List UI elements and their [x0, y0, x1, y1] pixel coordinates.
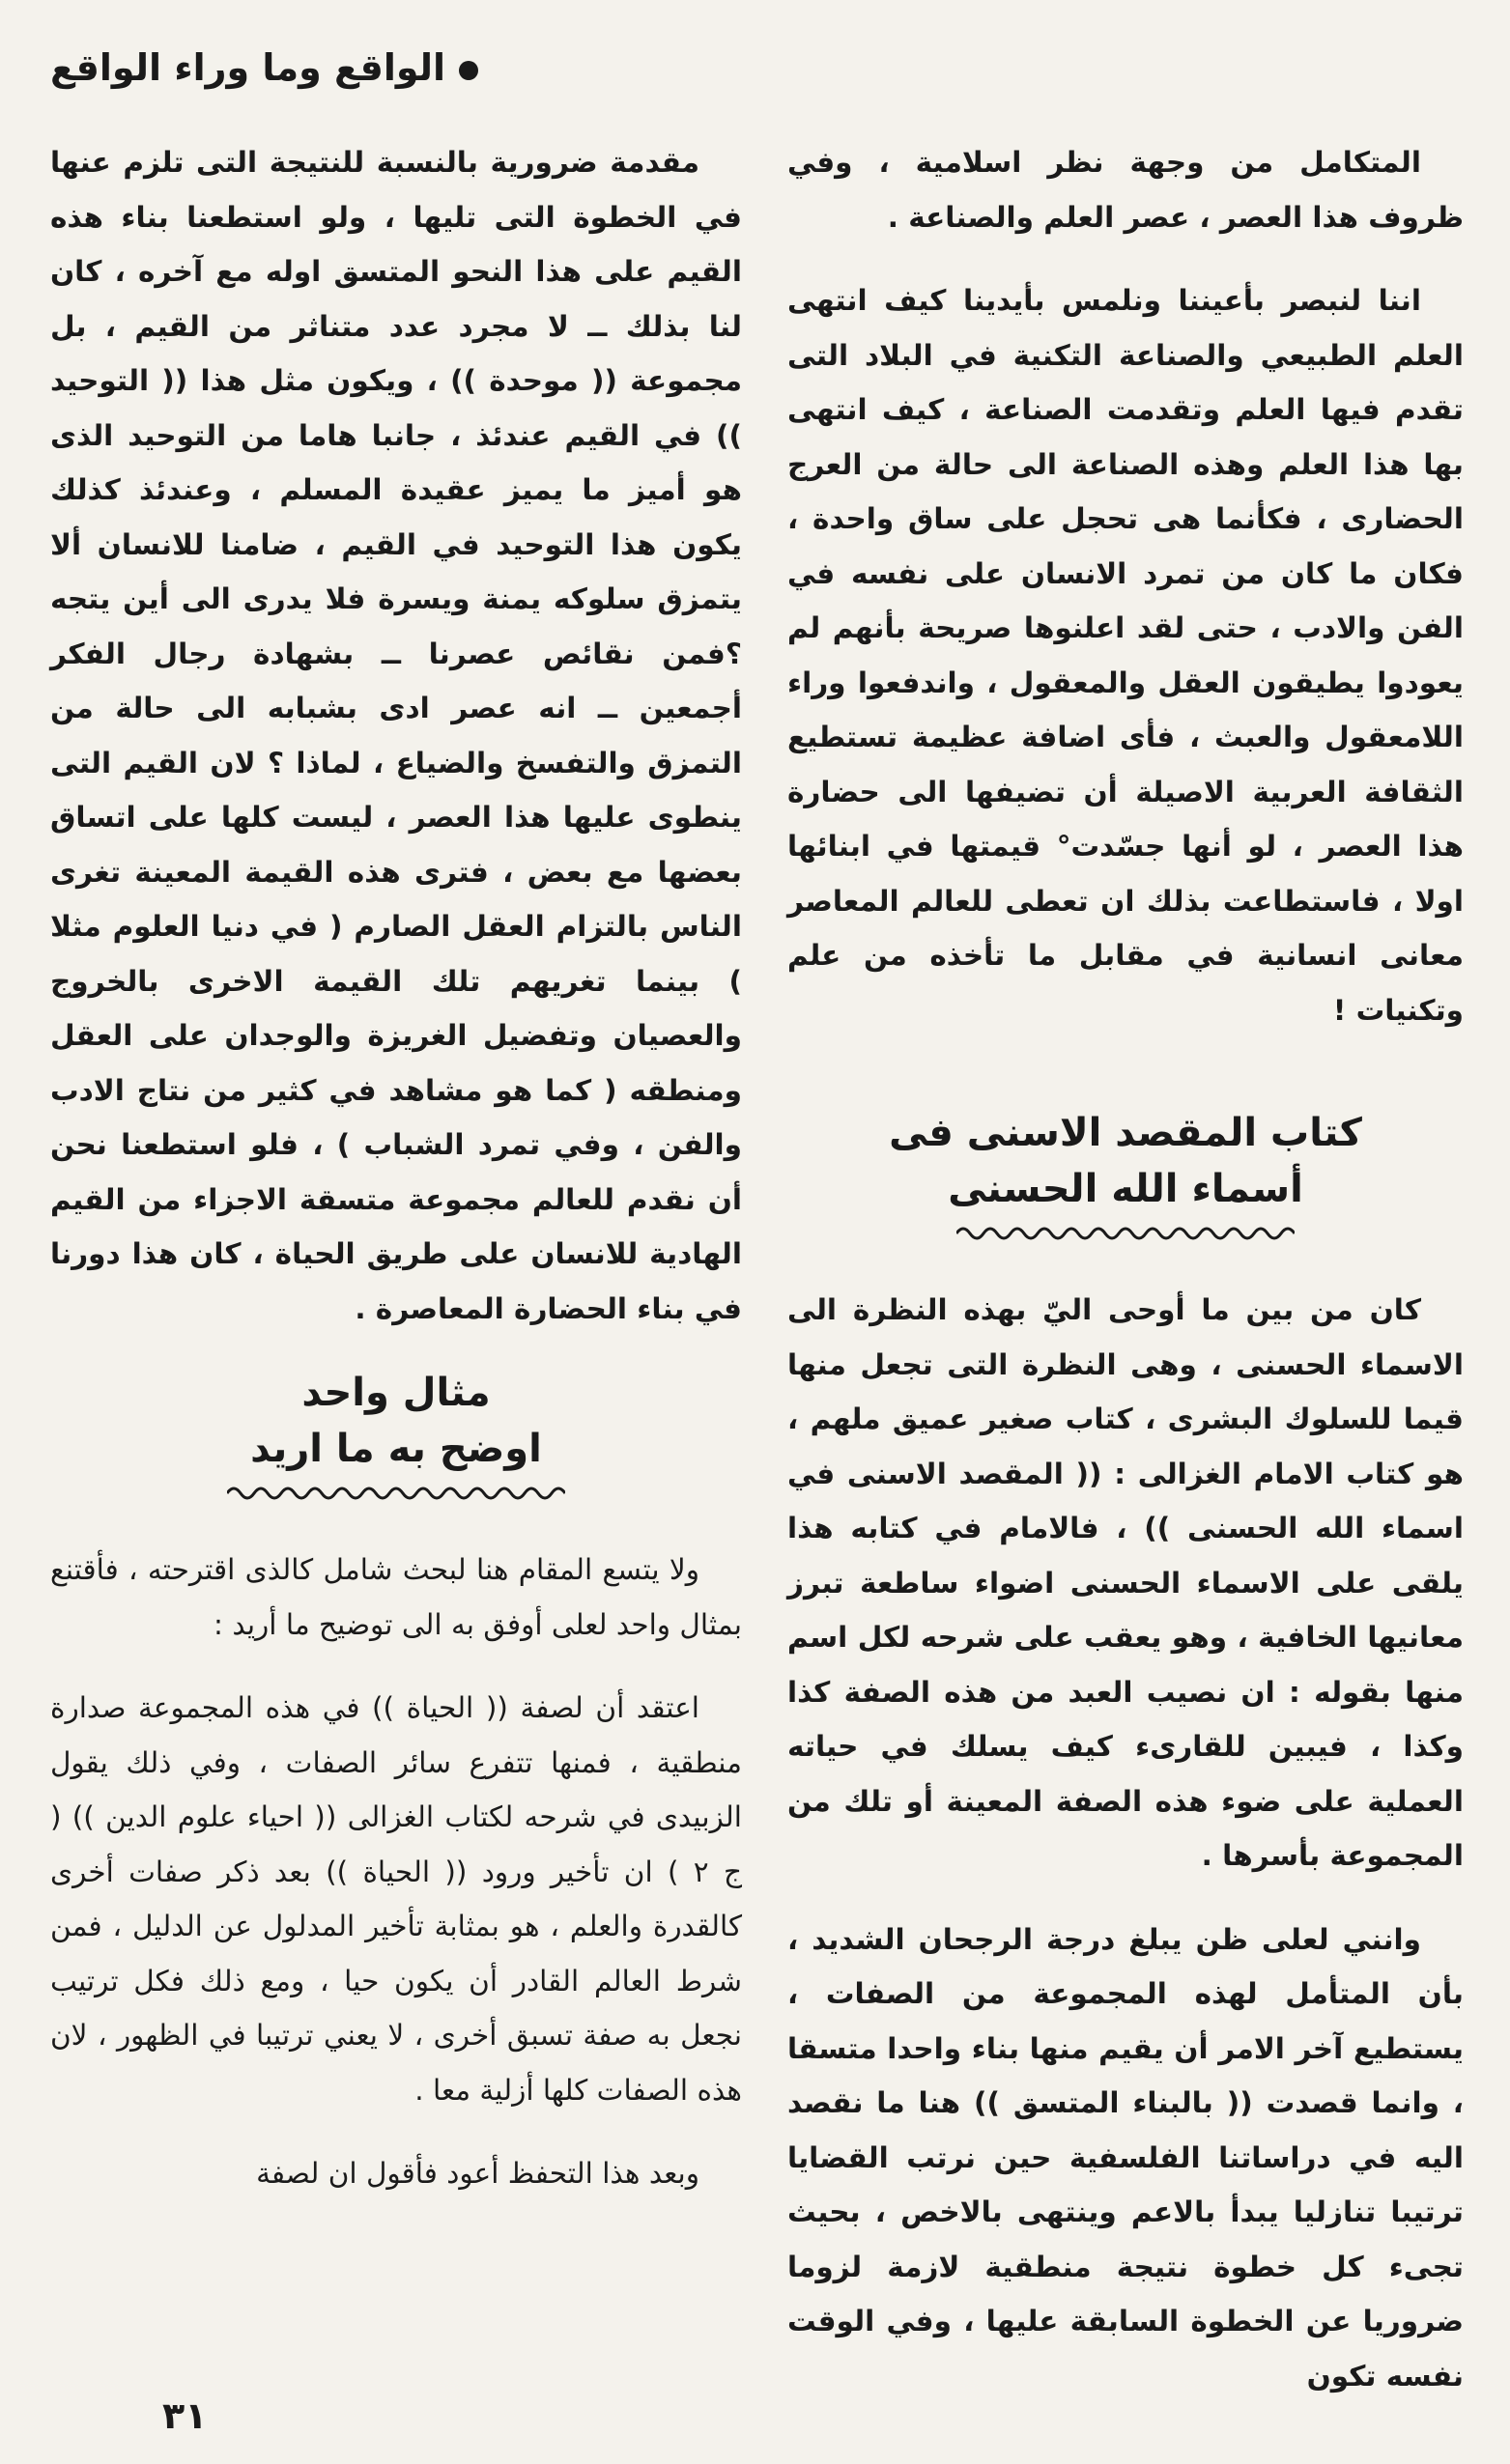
section-heading-line: اوضح به ما اريد [250, 1427, 542, 1471]
page-number: ٣١ [162, 2394, 208, 2437]
paragraph: مقدمة ضرورية بالنسبة للنتيجة التى تلزم عنها في الخطوة التى تليها ، ولو استطعنا بناء هذه القيم على هذا النحو المتسق اوله مع آخره ، كان لنا بذلك ــ لا مجرد عدد متناثر من القيم ، بل مجموعة (( موحدة )) ، ويكون مثل هذا (( التوحيد )) في القيم عندئذ ، جانبا هاما من التوحيد الذى هو أميز ما يميز عقيدة المسلم ، وعندئذ كذلك يكون هذا التوحيد في القيم ، ضامنا للانسان ألا يتمزق سلوكه يمنة ويسرة فلا يدرى الى أين يتجه ؟فمن نقائص عصرنا ــ بشهادة رجال الفكر أجمعين ــ انه عصر ادى بشبابه الى حالة من التمزق والتفسخ والضياع ، لماذا ؟ لان القيم التى ينطوى عليها هذا العصر ، ليست كلها على اتساق بعضها مع بعض ، فترى هذه القيمة المعينة تغرى الناس بالتزام العقل الصارم ( في دنيا العلوم مثلا ) بينما تغريهم تلك القيمة الاخرى بالخروج والعصيان وتفضيل الغريزة والوجدان على العقل ومنطقه ( كما هو مشاهد في كثير من نتاج الادب والفن ، وفي تمرد الشباب ) ، فلو استطعنا نحن أن نقدم للعالم مجموعة متسقة الاجزاء من القيم الهادية للانسان على طريق الحياة ، كان هذا دورنا في بناء الحضارة المعاصرة . [50, 146, 742, 1325]
section-heading-line: مثال واحد [301, 1371, 491, 1415]
left-column [50, 135, 742, 2372]
section-heading-line: أسماء الله الحسنى [948, 1167, 1303, 1211]
paragraph: اننا لنبصر بأعيننا ونلمس بأيدينا كيف انتهى العلم الطبيعي والصناعة التكنية في البلاد التى تقدم فيها العلم وتقدمت الصناعة ، كيف انتهى بها هذا العلم وهذه الصناعة الى حالة من العرج الحضارى ، فكأنما هى تحجل على ساق واحدة ، فكان ما كان من تمرد الانسان على نفسه في الفن والادب ، حتى لقد اعلنوها صريحة بأنهم لم يعودوا يطيقون العقل والمعقول ، واندفعوا وراء اللامعقول والعبث ، فأى اضافة عظيمة تستطيع الثقافة العربية الاصيلة أن تضيفها الى حضارة هذا العصر ، لو أنها جسّدت° قيمتها في ابنائها اولا ، فاستطاعت بذلك ان تعطى للعالم المعاصر معانى انسانية في مقابل ما تأخذه من علم وتكنيات ! [787, 284, 1464, 1027]
section-heading-line: كتاب المقصد الاسنى فى [889, 1111, 1362, 1155]
paragraph: وانني لعلى ظن يبلغ درجة الرجحان الشديد ، بأن المتأمل لهذه المجموعة من الصفات ، يستطيع آخر الامر أن يقيم منها بناء واحدا متسقا ، وانما قصدت (( بالبناء المتسق )) هنا ما نقصد اليه في دراساتنا الفلسفية حين نرتب القضايا ترتيبا تنازليا يبدأ بالاعم وينتهى بالاخص ، بحيث تجىء كل خطوة نتيجة منطقية لازمة لزوما ضروريا عن الخطوة السابقة عليها ، وفي الوقت نفسه تكون [787, 1922, 1464, 2393]
bullet-icon [459, 61, 478, 80]
section-heading [50, 1365, 742, 1477]
paragraph: وبعد هذا التحفظ أعود فأقول ان لصفة [256, 2157, 699, 2190]
running-title: الواقع وما وراء الواقع [50, 46, 446, 89]
paragraph: كان من بين ما أوحى اليّ بهذه النظرة الى الاسماء الحسنى ، وهى النظرة التى تجعل منها قيما للسلوك البشرى ، كتاب صغير عميق ملهم ، هو كتاب الامام الغزالى : (( المقصد الاسنى في اسماء الله الحسنى )) ، فالامام في كتابه هذا يلقى على الاسماء الحسنى اضواء ساطعة تبرز معانيها الخافية ، وهو يعقب على شرحه لكل اسم منها بقوله : ان نصيب العبد من هذه الصفة كذا وكذا ، فيبين للقارىء كيف يسلك في حياته العملية على ضوء هذه الصفة المعينة أو تلك من المجموعة بأسرها . [787, 1293, 1464, 1872]
wavy-underline-ornament [227, 1483, 565, 1504]
section-heading [787, 1105, 1464, 1217]
wavy-underline-ornament [956, 1223, 1295, 1244]
running-header [50, 39, 553, 97]
paragraph: المتكامل من وجهة نظر اسلامية ، وفي ظروف هذا العصر ، عصر العلم والصناعة . [787, 146, 1464, 234]
paragraph: اعتقد أن لصفة (( الحياة )) في هذه المجموعة صدارة منطقية ، فمنها تتفرع سائر الصفات ، وفي ذلك يقول الزبيدى في شرحه لكتاب الغزالى (( احياء علوم الدين )) ( ج ٢ ) ان تأخير ورود (( الحياة )) بعد ذكر صفات أخرى كالقدرة والعلم ، هو بمثابة تأخير المدلول عن الدليل ، فمن شرط العالم القادر أن يكون حيا ، ومع ذلك فكل ترتيب نجعل به صفة تسبق أخرى ، لا يعني ترتيبا في الظهور ، لان هذه الصفات كلها أزلية معا . [50, 1691, 743, 2107]
right-column [787, 135, 1464, 2393]
paragraph: ولا يتسع المقام هنا لبحث شامل كالذى اقترحته ، فأقتنع بمثال واحد لعلى أوفق به الى توضيح ما أريد : [50, 1553, 742, 1641]
